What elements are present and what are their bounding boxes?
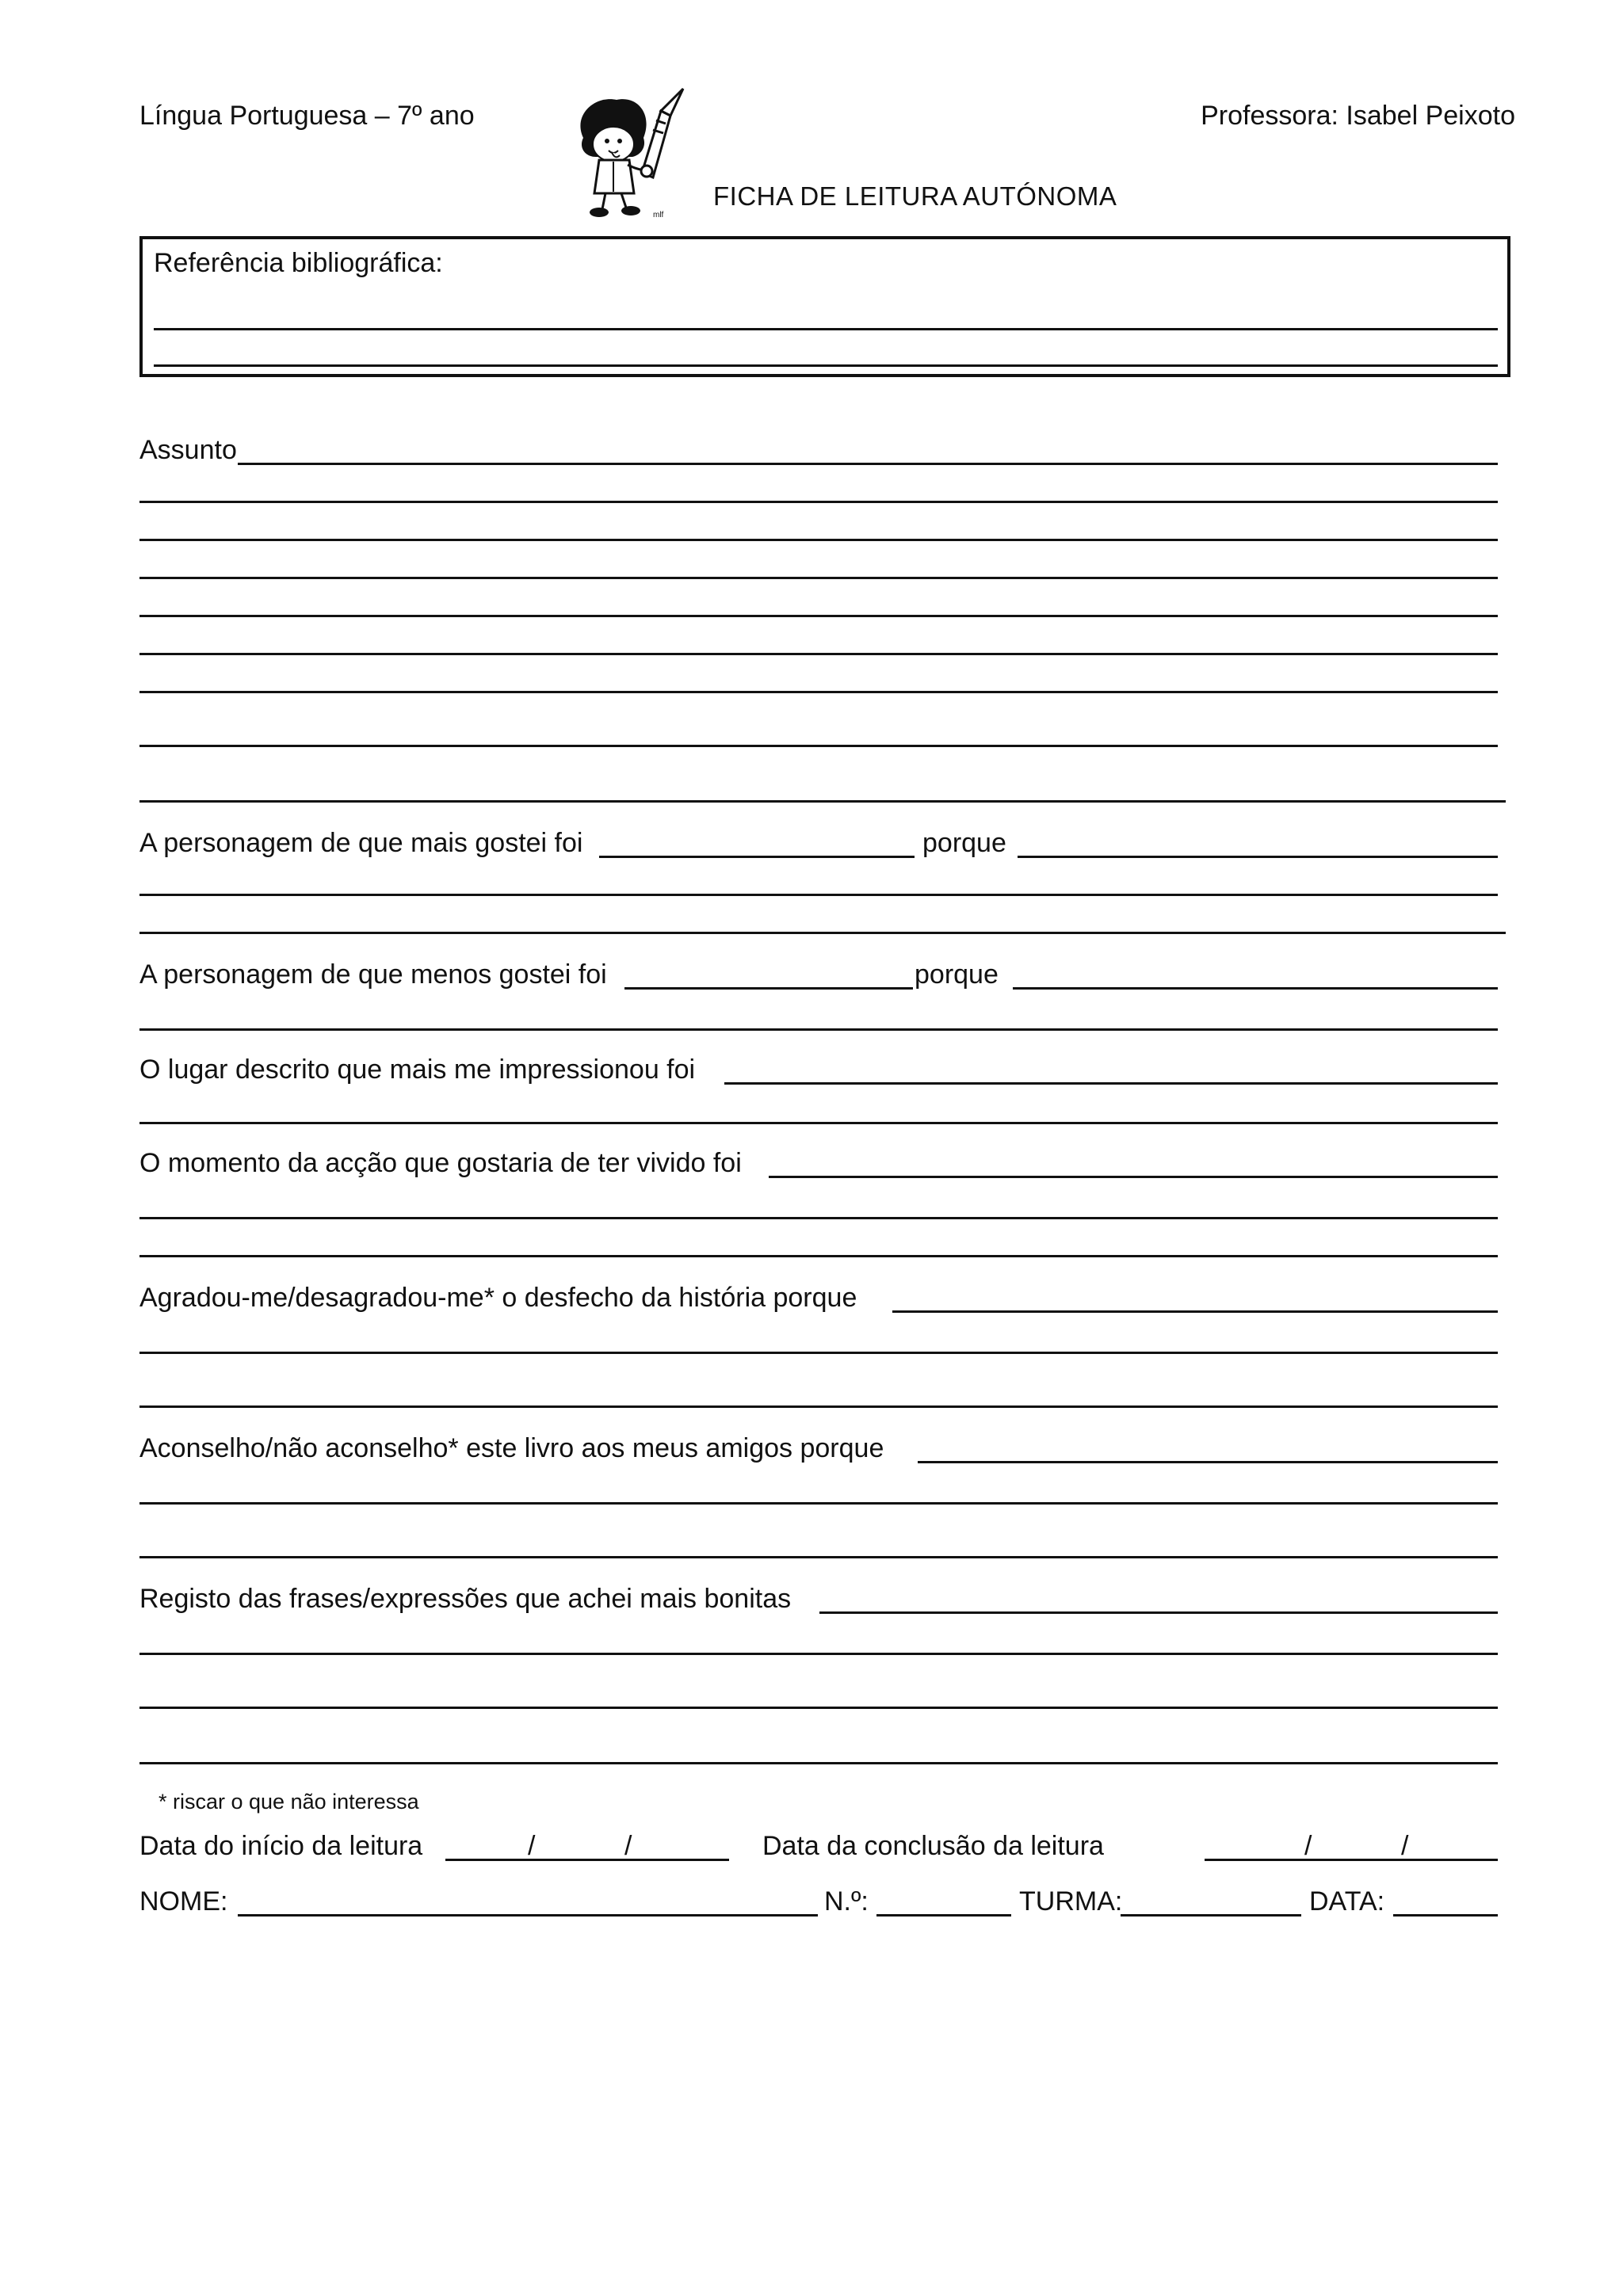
assunto-line-8[interactable] (139, 745, 1498, 747)
fav-because-line-2[interactable] (139, 894, 1498, 896)
start-date-slash-1: / (528, 1831, 536, 1861)
number-line[interactable] (876, 1914, 1011, 1917)
recommend-line-2[interactable] (139, 1502, 1498, 1505)
fav-because-line-3[interactable] (139, 932, 1506, 934)
assunto-line-2[interactable] (139, 501, 1498, 503)
reference-label: Referência bibliográfica: (154, 248, 443, 278)
start-date-label: Data do início da leitura (139, 1831, 423, 1861)
reference-line-2[interactable] (154, 364, 1498, 367)
end-date-field[interactable] (1205, 1830, 1499, 1865)
assunto-line-9[interactable] (139, 800, 1506, 803)
place-line-1[interactable] (724, 1082, 1498, 1085)
assunto-line-3[interactable] (139, 539, 1498, 541)
because-label-1: porque (922, 828, 1006, 858)
date-label: DATA: (1309, 1886, 1385, 1917)
least-because-line-1[interactable] (1013, 987, 1498, 990)
recommend-line-1[interactable] (918, 1461, 1498, 1463)
place-label: O lugar descrito que mais me impressionou foi (139, 1055, 696, 1085)
footnote: * riscar o que não interessa (158, 1790, 419, 1814)
name-line[interactable] (238, 1914, 818, 1917)
ending-line-3[interactable] (139, 1405, 1498, 1408)
moment-line-1[interactable] (769, 1176, 1498, 1178)
start-date-slash-2: / (624, 1831, 632, 1861)
end-date-slash-1: / (1304, 1831, 1312, 1861)
assunto-line-4[interactable] (139, 577, 1498, 579)
fav-because-line-1[interactable] (1018, 856, 1498, 858)
name-label: NOME: (139, 1886, 228, 1917)
svg-text:mlf: mlf (653, 211, 664, 219)
ending-label: Agradou-me/desagradou-me* o desfecho da história porque (139, 1283, 857, 1313)
assunto-line-5[interactable] (139, 615, 1498, 617)
least-character-line[interactable] (624, 987, 913, 990)
end-date-line (1205, 1859, 1498, 1861)
start-date-line (445, 1859, 729, 1861)
teacher-label: Professora: Isabel Peixoto (1201, 101, 1515, 131)
fav-character-label: A personagem de que mais gostei foi (139, 828, 583, 858)
phrases-line-4[interactable] (139, 1762, 1498, 1764)
girl-with-pen-illustration (564, 82, 691, 225)
phrases-label: Registo das frases/expressões que achei mais bonitas (139, 1584, 792, 1614)
fav-character-line[interactable] (599, 856, 915, 858)
reference-line-1[interactable] (154, 328, 1498, 330)
date-line[interactable] (1393, 1914, 1498, 1917)
number-label: N.º: (824, 1886, 869, 1917)
sheet-title: FICHA DE LEITURA AUTÓNOMA (713, 181, 1117, 211)
assunto-label: Assunto (139, 435, 237, 465)
place-line-2[interactable] (139, 1122, 1498, 1124)
subject-label: Língua Portuguesa – 7º ano (139, 101, 475, 131)
class-line[interactable] (1121, 1914, 1301, 1917)
least-character-label: A personagem de que menos gostei foi (139, 959, 607, 990)
recommend-line-3[interactable] (139, 1556, 1498, 1558)
assunto-line-7[interactable] (139, 691, 1498, 693)
phrases-line-3[interactable] (139, 1707, 1498, 1709)
moment-line-3[interactable] (139, 1255, 1498, 1257)
phrases-line-2[interactable] (139, 1653, 1498, 1655)
moment-label: O momento da acção que gostaria de ter vivido foi (139, 1148, 742, 1178)
phrases-line-1[interactable] (819, 1611, 1498, 1614)
end-date-label: Data da conclusão da leitura (762, 1831, 1104, 1861)
assunto-line-1[interactable] (238, 463, 1498, 465)
start-date-field[interactable] (445, 1830, 731, 1865)
moment-line-2[interactable] (139, 1217, 1498, 1219)
assunto-line-6[interactable] (139, 653, 1498, 655)
recommend-label: Aconselho/não aconselho* este livro aos meus amigos porque (139, 1433, 884, 1463)
because-label-2: porque (915, 959, 999, 990)
least-because-line-2[interactable] (139, 1028, 1498, 1031)
class-label: TURMA: (1019, 1886, 1123, 1917)
end-date-slash-2: / (1401, 1831, 1409, 1861)
ending-line-1[interactable] (892, 1310, 1498, 1313)
ending-line-2[interactable] (139, 1352, 1498, 1354)
